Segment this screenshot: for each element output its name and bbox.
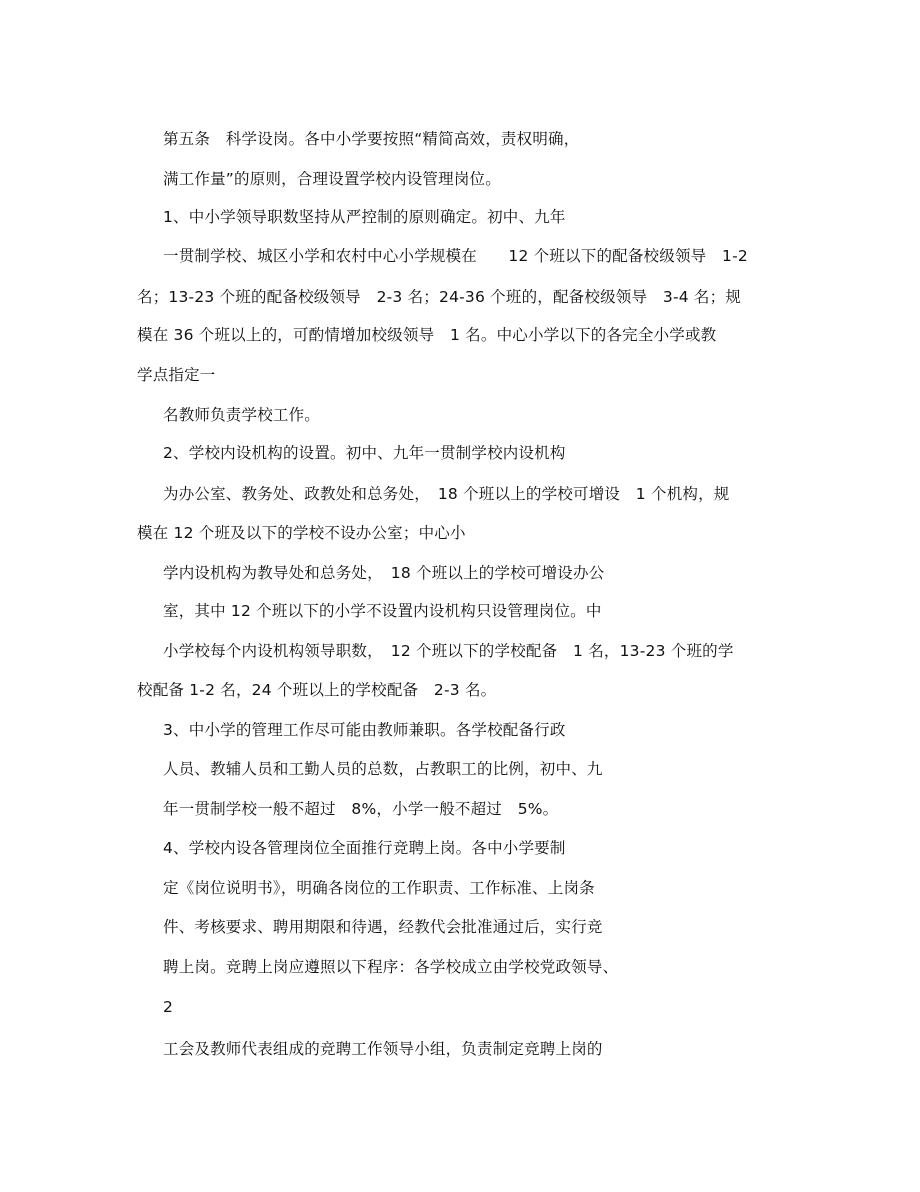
text-line: 一贯制学校、城区小学和农村中心小学规模在 12 个班以下的配备校级领导 1-2 <box>163 247 748 265</box>
text-line: 小学校每个内设机构领导职数， 12 个班以下的学校配备 1 名，13-23 个班的学 <box>163 642 734 660</box>
text-line: 学点指定一 <box>137 366 216 384</box>
text-line: 为办公室、教务处、政教处和总务处， 18 个班以上的学校可增设 1 个机构，规 <box>163 485 730 503</box>
text-line: 学内设机构为教导处和总务处， 18 个班以上的学校可增设办公 <box>163 564 605 582</box>
text-line: 名教师负责学校工作。 <box>163 406 321 424</box>
text-line: 工会及教师代表组成的竞聘工作领导小组，负责制定竞聘上岗的 <box>163 1040 603 1058</box>
text-line: 模在 36 个班以上的，可酌情增加校级领导 1 名。中心小学以下的各完全小学或教 <box>137 326 717 344</box>
page-number: 2 <box>163 998 174 1016</box>
text-line: 满工作量”的原则，合理设置学校内设管理岗位。 <box>163 170 501 188</box>
text-line: 年一贯制学校一般不超过 8%，小学一般不超过 5%。 <box>163 800 559 818</box>
text-line: 4、学校内设各管理岗位全面推行竞聘上岗。各中小学要制 <box>163 839 566 857</box>
text-line: 室，其中 12 个班以下的小学不设置内设机构只设管理岗位。中 <box>163 602 602 620</box>
text-line: 第五条 科学设岗。各中小学要按照“精简高效，责权明确， <box>163 130 580 148</box>
text-line: 2、学校内设机构的设置。初中、九年一贯制学校内设机构 <box>163 444 566 462</box>
text-line: 定《岗位说明书》，明确各岗位的工作职责、工作标准、上岗条 <box>163 879 595 897</box>
text-line: 人员、教辅人员和工勤人员的总数，占教职工的比例，初中、九 <box>163 760 603 778</box>
text-line: 聘上岗。竞聘上岗应遵照以下程序：各学校成立由学校党政领导、 <box>163 958 619 976</box>
text-line: 3、中小学的管理工作尽可能由教师兼职。各学校配备行政 <box>163 721 566 739</box>
text-line: 件、考核要求、聘用期限和待遇，经教代会批准通过后，实行竞 <box>163 918 603 936</box>
text-line: 校配备 1-2 名，24 个班以上的学校配备 2-3 名。 <box>137 681 497 699</box>
text-line: 1、中小学领导职数坚持从严控制的原则确定。初中、九年 <box>163 208 566 226</box>
text-line: 名；13-23 个班的配备校级领导 2-3 名；24-36 个班的，配备校级领导 3-4 名；规 <box>137 288 742 306</box>
text-line: 模在 12 个班及以下的学校不设办公室；中心小 <box>137 524 466 542</box>
